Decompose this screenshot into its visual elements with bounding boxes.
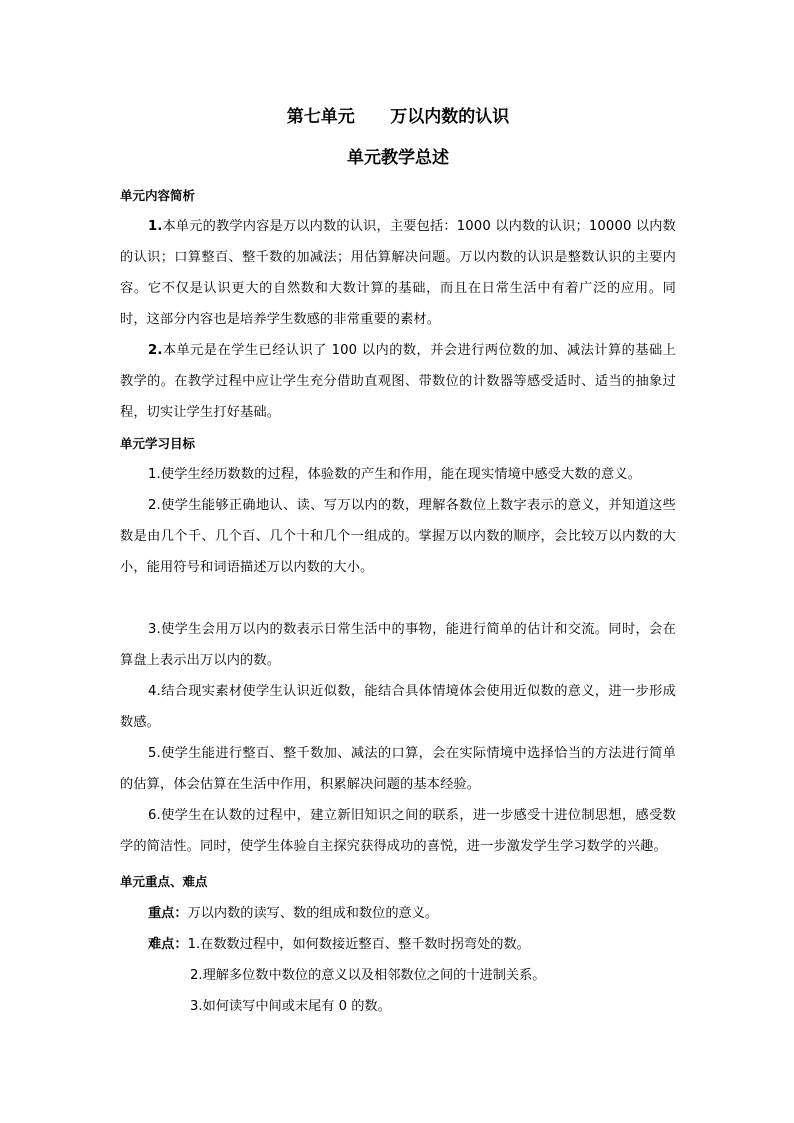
paragraph-text: 本单元的教学内容是万以内数的认识，主要包括：1000 以内数的认识；10000 以内数的认识；口算整百、整千数的加减法；用估算解决问题。万以内数的认识是整数认识的主要内容。它不仅是认识更大的自然数和大数计算的基础，而且在日常生活中有着广泛的应用。同时，这部分内容也是培养学生数感的非常重要的素材。 bbox=[120, 219, 676, 327]
section-heading-key-points: 单元重点、难点 bbox=[120, 874, 208, 889]
goal-item-2: 2.使学生能够正确地认、读、写万以内的数，理解各数位上数字表示的意义，并知道这些数是由几个千、几个百、几个十和几个一组成的。掌握万以内数的顺序，会比较万以内数的大小，能用符号和词语描述万以内数的大小。 bbox=[120, 498, 676, 575]
goal-item-5: 5.使学生能进行整百、整千数加、减法的口算，会在实际情境中选择恰当的方法进行简单的估算，体会估算在生活中作用，积累解决问题的基本经验。 bbox=[120, 746, 676, 792]
goal-item-6: 6.使学生在认数的过程中，建立新旧知识之间的联系，进一步感受十进位制思想，感受数学的简洁性。同时，使学生体验自主探究获得成功的喜悦，进一步激发学生学习数学的兴趣。 bbox=[120, 808, 676, 854]
paragraph-text: 本单元是在学生已经认识了 100 以内的数，并会进行两位数的加、减法计算的基础上教学的。在教学过程中应让学生充分借助直观图、带数位的计数器等感受适时、适当的抽象过程，切实让学生打好基础。 bbox=[120, 343, 676, 420]
content-paragraph-1 bbox=[120, 211, 676, 335]
key-point-text: 万以内数的读写、数的组成和数位的意义。 bbox=[187, 906, 439, 921]
content-paragraph-2 bbox=[120, 335, 676, 428]
difficult-point-line-1 bbox=[148, 935, 530, 955]
goal-item-1: 1.使学生经历数数的过程，体验数的产生和作用，能在现实情境中感受大数的意义。 bbox=[148, 467, 642, 482]
difficult-point-line-3: 3.如何读写中间或末尾有 0 的数。 bbox=[190, 999, 391, 1014]
section-heading-content-analysis: 单元内容简析 bbox=[120, 188, 196, 203]
difficult-point-text: 1.在数数过程中，如何数接近整百、整千数时拐弯处的数。 bbox=[187, 937, 530, 952]
difficult-point-label: 难点： bbox=[148, 937, 188, 952]
goal-item-4: 4.结合现实素材使学生认识近似数，能结合具体情境体会使用近似数的意义，进一步形成数感。 bbox=[120, 684, 676, 730]
key-point-label: 重点： bbox=[148, 906, 188, 921]
unit-title: 第七单元 万以内数的认识 bbox=[286, 107, 510, 127]
paragraph-number: 1. bbox=[148, 219, 163, 234]
difficult-point-line-2: 2.理解多位数中数位的意义以及相邻数位之间的十进制关系。 bbox=[190, 968, 546, 983]
goal-item-3: 3.使学生会用万以内的数表示日常生活中的事物，能进行简单的估计和交流。同时，会在算盘上表示出万以内的数。 bbox=[120, 622, 676, 668]
summary-subtitle: 单元教学总述 bbox=[347, 148, 449, 168]
paragraph-number: 2. bbox=[148, 343, 163, 358]
key-point-line bbox=[148, 904, 438, 924]
section-heading-goals: 单元学习目标 bbox=[120, 436, 196, 451]
